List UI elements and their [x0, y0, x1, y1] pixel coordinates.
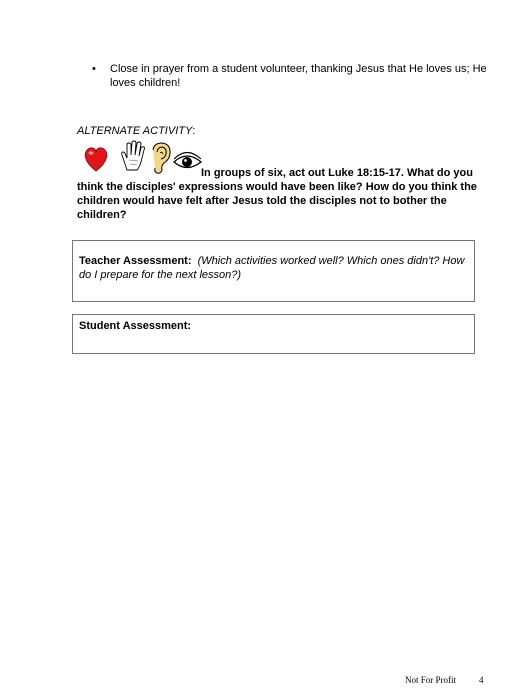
alternate-activity-body: In groups of six, act out Luke 18:15-17. What do you think the disciples' expressions would have been like? How do you think the children would have felt after Jesus told the disciples not to bother the children?	[77, 167, 477, 221]
page-number: 4	[479, 675, 484, 685]
alternate-activity-heading	[77, 124, 195, 138]
teacher-assessment-note: (Which activities worked well? Which ones didn't? How do I prepare for the next lesson?)	[79, 255, 465, 281]
alternate-activity-text	[77, 166, 497, 222]
footer-text: Not For Profit	[405, 675, 457, 685]
bullet-symbol: •	[92, 63, 96, 75]
student-assessment-box	[72, 314, 475, 354]
teacher-assessment-box	[72, 240, 475, 302]
teacher-assessment-label: Teacher Assessment:	[79, 255, 192, 267]
bullet-text: Close in prayer from a student volunteer, thanking Jesus that He loves us; He loves children!	[110, 63, 487, 89]
alternate-activity-heading-text: ALTERNATE ACTIVITY	[77, 125, 193, 137]
page-footer	[405, 674, 487, 686]
student-assessment-label: Student Assessment:	[79, 320, 192, 332]
alternate-activity-heading-colon: :	[192, 125, 196, 137]
